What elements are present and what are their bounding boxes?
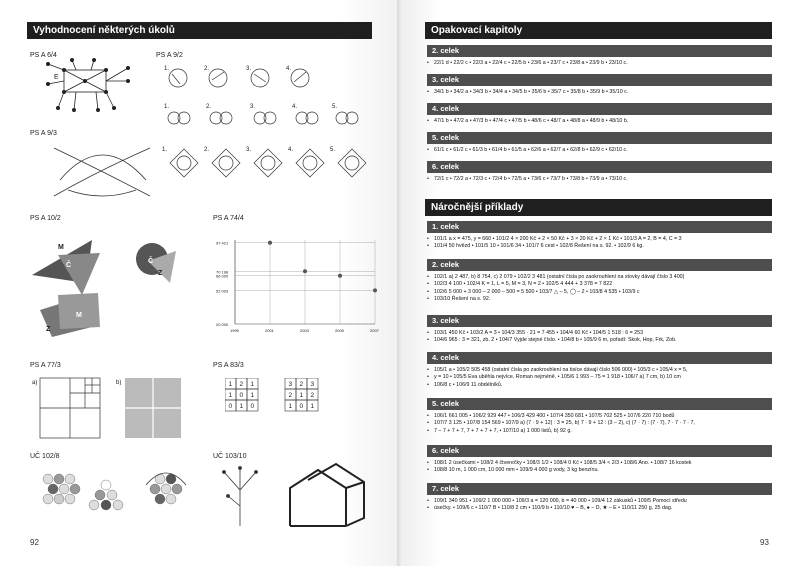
answer-line: • 102/1 a) 2 487, b) 8 754, c) 2 079 • 102/2 3 481 (ostatní čísla po zaokrouhlení na stovky dávají číslo 3 400) [427, 274, 772, 281]
grid-value: 1 [239, 403, 244, 410]
naroc-section-4 [427, 352, 772, 389]
chart-point [303, 269, 307, 273]
right-header-narocnejsi: Náročnější příklady [425, 199, 772, 216]
seq2-step4: 4. [292, 104, 298, 110]
shape-m-label: M [58, 244, 64, 251]
label-uc-103-10: UČ 103/10 [213, 453, 247, 460]
grid-value: 0 [299, 403, 304, 410]
section-title: 4. celek [427, 352, 772, 364]
answer-line: • 106/8 c • 106/9 11 obdélníků. [427, 382, 772, 389]
answer-line: • 107/7 3 125 • 107/8 154 569 • 107/9 a) (7 · 9 + 12) : 3 = 25, b) 7 · 9 + 12 : (3 – 2), c) (7 · 7) : (7 · 7), 7 · 7 · 7 · 7, [427, 420, 772, 427]
opak-section-5 [427, 161, 772, 183]
shape-c2-label: Č [148, 258, 154, 265]
figure-uc-103-10 [218, 460, 378, 532]
figure-ps-a-6-4 [36, 58, 136, 118]
chart-y-tick-label: 52 003 [216, 288, 229, 294]
seq1-step1: 1. [164, 66, 170, 72]
naroc-section-7 [427, 483, 772, 513]
grid-value: 1 [250, 392, 255, 399]
figure-6-4-e-label: E [54, 74, 59, 81]
answer-line: • 7 – 7 + 7 + 7, 7 + 7 + 7 + 7, • 107/10 a) 1 000 listů, b) 92 g. [427, 428, 772, 435]
opak-section-1 [427, 45, 772, 67]
square-a-label: a) [32, 380, 38, 386]
seq1-step4: 4. [286, 66, 292, 72]
section-title: 6. celek [427, 161, 772, 173]
chart-x-tick-label: 2007 [370, 328, 379, 333]
seq3-step2: 2. [204, 147, 210, 153]
section-title: 1. celek [427, 221, 772, 233]
answer-line: • 47/1 b • 47/2 a • 47/3 b • 47/4 c • 47/5 b • 48/6 c • 48/7 a • 48/8 a • 48/9 b • 48/10 b. [427, 118, 772, 125]
answer-line: • 108/1 2 úsečkami • 108/2 4 čtverečky • 108/3 1/2 • 108/4 0 Kč • 108/5 3/4 < 2/3 • 108/6 Ano. • 108/7 16 kostek [427, 460, 772, 467]
label-ps-a-74-4: PS A 74/4 [213, 215, 244, 222]
answer-line: • 61/1 c • 61/2 c • 61/3 b • 61/4 b • 61/5 a • 62/6 a • 62/7 a • 62/8 b • 62/9 c • 62/10 c. [427, 147, 772, 154]
naroc-section-6 [427, 445, 772, 475]
section-title: 2. celek [427, 45, 772, 57]
left-page-number: 92 [30, 538, 39, 547]
seq2-step3: 3. [250, 104, 256, 110]
section-title: 5. celek [427, 398, 772, 410]
square-b-label: b) [116, 380, 122, 386]
grid-value: 2 [310, 392, 315, 399]
seq1-step3: 3. [246, 66, 252, 72]
section-title: 4. celek [427, 103, 772, 115]
grid-value: 2 [239, 381, 244, 388]
section-title: 6. celek [427, 445, 772, 457]
label-uc-102-8: UČ 102/8 [30, 453, 60, 460]
section-title: 5. celek [427, 132, 772, 144]
seq1-step2: 2. [204, 66, 210, 72]
answer-line: • 72/1 c • 72/2 a • 72/3 c • 72/4 b • 72/5 a • 73/6 c • 73/7 b • 73/8 b • 73/9 a • 73/10 c. [427, 176, 772, 183]
right-page-number: 93 [760, 538, 769, 547]
answer-line: • 106/1 661 005 • 106/2 929 447 • 106/3 429 400 • 107/4 350 681 • 107/5 702 525 • 107/6 220 710 bodů [427, 413, 772, 420]
seq3-step5: 5. [330, 147, 336, 153]
section-title: 2. celek [427, 259, 772, 271]
label-ps-a-6-4: PS A 6/4 [30, 52, 57, 59]
figure-uc-102-8 [40, 465, 200, 515]
shape-c-label: Č [66, 262, 72, 269]
opak-section-3 [427, 103, 772, 125]
naroc-section-1 [427, 221, 772, 251]
left-header-bar: Vyhodnocení některých úkolů [27, 22, 372, 39]
shape-m2-label: M [76, 312, 82, 319]
answer-line: • 104/6 965 : 3 = 321, zb. 2 • 104/7 Vyjde stejné číslo. • 104/8 b • 105/9 6 m, pořadí: Skok, Hop, Frk, Zob. [427, 337, 772, 344]
answer-line: • 108/8 10 m, 1 000 cm, 10 000 mm • 109/9 4 000 g vody, 3 kg benzínu. [427, 467, 772, 474]
seq3-step4: 4. [288, 147, 294, 153]
naroc-section-3 [427, 315, 772, 345]
figure-ps-a-10-2 [30, 225, 180, 350]
grid-value: 1 [228, 381, 233, 388]
chart-point [338, 274, 342, 278]
grid-value: 2 [299, 381, 304, 388]
seq2-step2: 2. [206, 104, 212, 110]
shape-z-label: Z [158, 270, 163, 277]
chart-point [373, 288, 377, 292]
answer-line: • 34/1 b • 34/2 a • 34/3 b • 34/4 a • 34/5 b • 35/6 b • 35/7 c • 35/8 b • 35/9 b • 35/10 c. [427, 89, 772, 96]
left-page [0, 0, 397, 566]
grid-value: 0 [239, 392, 244, 399]
chart-y-tick-label: 20 000 [216, 322, 229, 327]
grid-value: 1 [310, 403, 315, 410]
label-ps-a-9-3: PS A 9/3 [30, 130, 57, 137]
chart-x-tick-label: 1999 [230, 328, 239, 333]
label-ps-a-77-3: PS A 77/3 [30, 362, 61, 369]
chart-y-tick-label: 97 421 [216, 240, 229, 246]
right-header-opakovaci: Opakovací kapitoly [425, 22, 772, 39]
grid-value: 0 [250, 403, 255, 410]
answer-line: • y = 10 • 105/5 Eva uběhla nejvíce, Roman nejméně. • 105/6 1 993 – 75 = 1 918 • 106/7 a) 7 cm, b) 10 cm [427, 374, 772, 381]
chart-x-tick-label: 2001 [265, 328, 274, 333]
grid-value: 0 [228, 403, 233, 410]
figure-ps-a-9-3 [50, 140, 160, 202]
grid-value: 1 [299, 392, 304, 399]
chart-ps-a-74-4 [215, 232, 380, 342]
label-ps-a-10-2: PS A 10/2 [30, 215, 61, 222]
section-title: 3. celek [427, 315, 772, 327]
naroc-section-5 [427, 398, 772, 435]
answer-line: • 102/6 5 000 + 3 000 – 2 000 – 500 = 5 500 • 103/7 △ – 5, ◯ – 2 • 103/8 4 535 • 103/9 c [427, 289, 772, 296]
grid-value: 1 [288, 403, 293, 410]
answer-line: • 103/10 Řešení na s. 92. [427, 296, 772, 303]
grid-value: 1 [250, 381, 255, 388]
answer-line: • 105/1 a • 105/2 505 458 (ostatní čísla po zaokrouhlení na tisíce dávají číslo 506 000) • 105/3 c • 105/4 x = 5, [427, 367, 772, 374]
grid-value: 2 [288, 392, 293, 399]
seq2-step5: 5. [332, 104, 338, 110]
answer-line: • 101/1 a x = 475, y = 660 • 101/2 4 × 200 Kč + 2 × 50 Kč + 3 × 20 Kč + 2 × 1 Kč • 101/3 A = 2, B = 4, C = 3 [427, 236, 772, 243]
opak-section-4 [427, 132, 772, 154]
figure-ps-a-77-3 [30, 372, 210, 444]
label-ps-a-9-2: PS A 9/2 [156, 52, 183, 59]
grid-value: 3 [310, 381, 315, 388]
section-title: 7. celek [427, 483, 772, 495]
opak-section-2 [427, 74, 772, 96]
chart-x-tick-label: 2005 [335, 328, 344, 333]
answer-line: • 103/1 450 Kč • 103/2 A = 3 • 104/3 355 · 21 = 7 455 • 104/4 60 Kč • 104/5 1 518 : 6 = 253 [427, 330, 772, 337]
section-title: 3. celek [427, 74, 772, 86]
answer-line: • 102/3 4 100 • 102/4 K = 1, L = 5, M = 3, N = 2 • 102/5 4 444 + 3 378 = 7 822 [427, 281, 772, 288]
chart-y-tick-label: 66 000 [216, 273, 229, 279]
figure-ps-a-83-3 [225, 378, 345, 418]
chart-x-tick-label: 2003 [300, 328, 309, 333]
chart-y-tick-label: 70 198 [216, 269, 229, 275]
figure-ps-a-9-2-diamonds [160, 143, 380, 193]
answer-line: • 22/1 d • 22/2 c • 22/3 a • 22/4 c • 22/5 b • 23/6 a • 23/7 c • 23/8 a • 23/9 b • 23/10 c. [427, 60, 772, 67]
chart-point [268, 241, 272, 245]
shape-z2-label: Z [46, 326, 51, 333]
grid-value: 3 [288, 381, 293, 388]
seq3-step1: 1. [162, 147, 168, 153]
answer-line: • 109/1 340 951 • 109/2 1 000 000 • 109/3 a = 120 000, b = 40 000 • 109/4 12 zákusků • 109/5 Pomocí středu [427, 498, 772, 505]
seq2-step1: 1. [164, 104, 170, 110]
seq3-step3: 3. [246, 147, 252, 153]
naroc-section-2 [427, 259, 772, 304]
label-ps-a-83-3: PS A 83/3 [213, 362, 244, 369]
grid-value: 1 [228, 392, 233, 399]
figure-ps-a-9-2 [160, 62, 380, 134]
answer-line: • 101/4 50 hvězd • 101/5 10 • 101/6 34 • 101/7 6 cest • 102/8 Řešení na s. 92. • 102/9 6 kg. [427, 243, 772, 250]
answer-line: • úsečky. • 109/6 c • 110/7 B • 110/8 2 cm • 110/9 b • 110/10 ♥ – B, ● – D, ★ – E • 110/11 250 g, 25 dag. [427, 505, 772, 512]
